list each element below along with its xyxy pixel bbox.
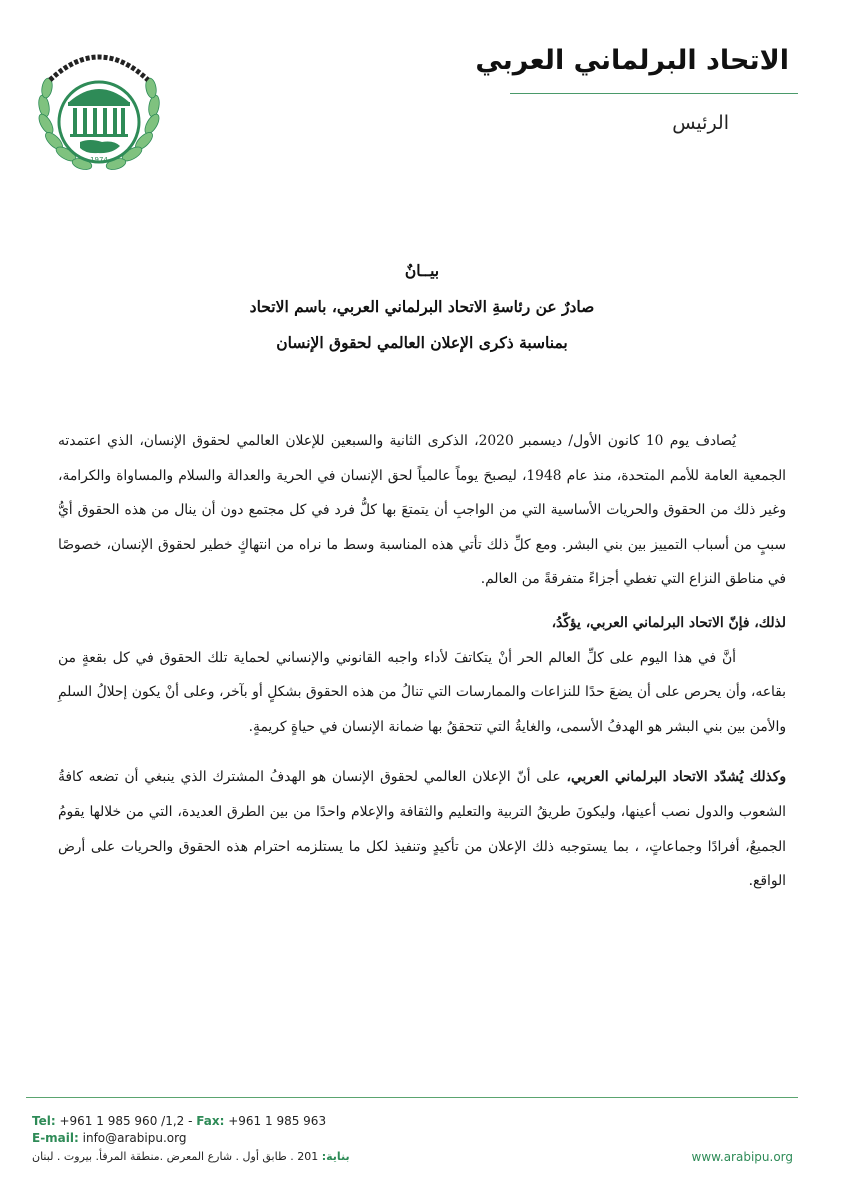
tel-label: Tel: xyxy=(32,1114,56,1128)
title-line-occasion: بمناسبة ذكرى الإعلان العالمي لحقوق الإنسان xyxy=(276,333,568,352)
paragraph-emphasis xyxy=(58,760,786,898)
email-label: E-mail: xyxy=(32,1131,79,1145)
president-label: الرئيس xyxy=(672,112,729,134)
contact-email-line xyxy=(32,1131,186,1145)
fax-value: +961 1 985 963 xyxy=(228,1114,327,1128)
paragraph-intro: يُصادف يوم 10 كانون الأول/ ديسمبر 2020، الذكرى الثانية والسبعين للإعلان العالمي لحقوق الإنسان، الذي اعتمدته الجمعية العامة للأمم المتحدة، منذ عام 1948، ليصبحَ يوماً عالمياً لحق الإنسان في الحرية والعدالة والسلام والمساواة والكرامة، وغير ذلك من الحقوق والحريات الأساسية التي من الواجبِ أن يتمتعَ بها كلُّ فرد في كل مجتمع دون أن ينال من هذه الحقوق أيُّ سببٍ من أسباب التمييز بين بني البشر. ومع كلِّ ذلك تأتي هذه المناسبة وسط ما نراه من انتهاكٍ خطير لحقوق الإنسان، خصوصًا في مناطق النزاع التي تغطي أجزاءً متفرقةً من العالم. xyxy=(58,433,787,588)
logo-year: 1974 xyxy=(90,156,108,164)
paragraph-affirmation: أنَّ في هذا اليوم على كلِّ العالم الحر أنْ يتكاتفَ لأداء واجبه القانوني والإنساني لحماية تلك الحقوق في كل بقعةٍ من بقاعه، وأن يحرص على أن يضعَ حدًا للنزاعات والممارسات التي تنالُ من هذه الحقوق بشكلٍ أو بآخر، وعلى أنْ يكون إحلالُ السلمِ والأمن بين بني البشر هو الهدفُ الأسمى، والغايةُ التي تتحققُ بها ضمانة الإنسان في حياةٍ كريمةٍ. xyxy=(58,649,786,735)
emphasis-lead: وكذلك يُشدّد الاتحاد البرلماني العربي، xyxy=(566,769,786,786)
emphasis-rest: على أنّ الإعلان العالمي لحقوق الإنسان هو الهدفُ المشترك الذي ينبغي أن تضعه كافةُ الشعوب والدول نصب أعينها، وليكونَ طريقُ التربية والتعليم والثقافة والإعلام واحدًا من بين الطرق العديدة، التي من خلالها يقومُ الجميعُ، أفرادًا وجماعاتٍ، ، بما يستوجبه ذلك الإعلان من تأكيدٍ وتنفيذ لكل ما يستلزمه احترام هذه الحقوق والحريات على أرض الواقع. xyxy=(58,769,786,890)
header-divider xyxy=(510,93,798,94)
contact-phone-line: Tel: +961 1 985 960 /1,2 - Fax: +961 1 985 963 xyxy=(32,1114,327,1128)
organization-title: الاتحاد البرلماني العربي xyxy=(475,45,789,76)
email-value[interactable]: info@arabipu.org xyxy=(82,1131,187,1145)
paragraph-affirmation-heading: لذلك، فإنّ الاتحاد البرلماني العربي، يؤكّدُ، xyxy=(551,614,786,631)
address-value: 201 . طابق أول . شارع المعرض .منطقة المرفأ. بيروت . لبنان xyxy=(32,1150,319,1163)
title-line-statement: بيــانٌ xyxy=(404,261,440,280)
tel-value: +961 1 985 960 /1,2 xyxy=(59,1114,185,1128)
statement-title xyxy=(60,253,784,361)
title-line-issuer: صادرٌ عن رئاسةِ الاتحاد البرلماني العربي، باسم الاتحاد xyxy=(249,297,595,316)
address-label: بناية: xyxy=(321,1150,350,1163)
statement-body xyxy=(58,424,786,899)
fax-label: Fax: xyxy=(196,1114,225,1128)
website-link[interactable]: www.arabipu.org xyxy=(691,1150,793,1164)
contact-address-line xyxy=(32,1150,350,1163)
footer-divider xyxy=(26,1097,798,1098)
arab-parliamentary-union-emblem-icon xyxy=(28,36,170,178)
